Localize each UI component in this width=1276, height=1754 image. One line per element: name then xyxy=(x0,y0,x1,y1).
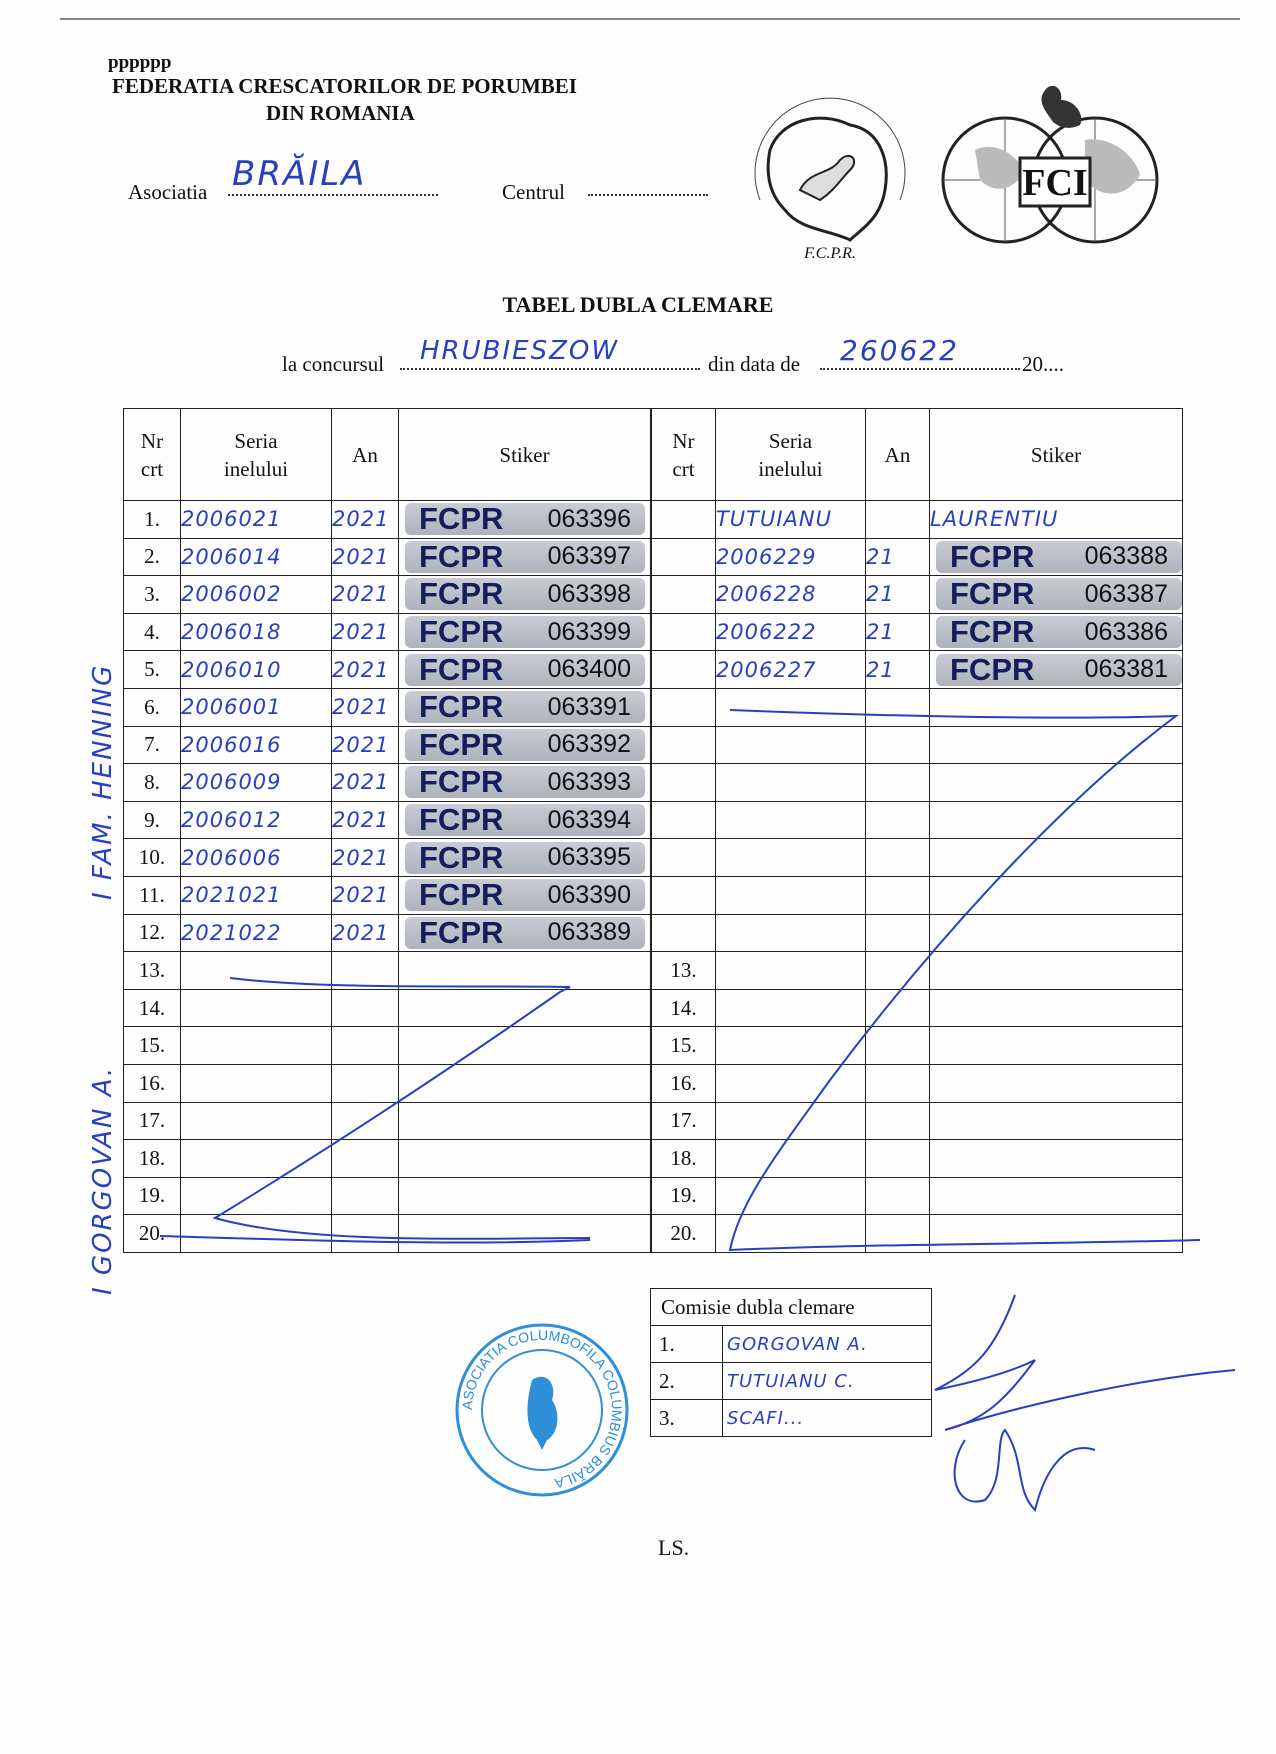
ring-year xyxy=(865,914,929,952)
row-number: 6. xyxy=(124,688,181,726)
header-seria: Seria inelului xyxy=(181,409,332,501)
ring-series xyxy=(715,688,865,726)
sticker-cell xyxy=(399,952,651,990)
table-row xyxy=(652,651,1183,689)
ring-series: 2021021 xyxy=(181,876,332,914)
ring-year xyxy=(865,764,929,802)
sticker-number: 063387 xyxy=(1084,579,1168,608)
ring-year xyxy=(865,952,929,990)
sticker-number: 063386 xyxy=(1084,617,1168,646)
sticker-cell xyxy=(399,1215,651,1253)
asociatia-value: BRĂILA xyxy=(232,154,367,194)
ring-year xyxy=(332,1177,399,1215)
table-row xyxy=(124,538,651,576)
margin-note-bottom: I GORGOVAN A. xyxy=(88,1065,118,1295)
sticker-label xyxy=(405,804,645,836)
ring-series: 2006001 xyxy=(181,688,332,726)
ring-series: 2006018 xyxy=(181,613,332,651)
row-number: 1. xyxy=(124,501,181,539)
signature-scribbles xyxy=(925,1290,1255,1520)
top-edge-line xyxy=(60,18,1240,20)
sticker-label xyxy=(405,616,645,648)
fci-logo xyxy=(935,80,1175,250)
ring-year xyxy=(865,501,929,539)
row-number: 14. xyxy=(124,989,181,1027)
row-number: 18. xyxy=(652,1140,716,1178)
sticker-cell xyxy=(399,1140,651,1178)
concurs-dots xyxy=(400,368,700,370)
sticker-number: 063390 xyxy=(547,880,631,909)
sticker-cell xyxy=(399,1102,651,1140)
sticker-cell xyxy=(930,801,1183,839)
table-row xyxy=(652,989,1183,1027)
ring-series: 2006228 xyxy=(715,576,865,614)
ring-year: 2021 xyxy=(332,688,399,726)
sticker-number: 063388 xyxy=(1084,542,1168,571)
row-number xyxy=(652,613,716,651)
sticker-brand: FCPR xyxy=(419,614,504,650)
commission-nr: 3. xyxy=(651,1400,723,1437)
sticker-cell xyxy=(399,576,651,614)
date-dots xyxy=(820,368,1020,370)
ring-year xyxy=(865,1215,929,1253)
sticker-cell xyxy=(930,688,1183,726)
table-row xyxy=(124,952,651,990)
table-row xyxy=(652,538,1183,576)
ring-year xyxy=(332,1027,399,1065)
table-row xyxy=(652,801,1183,839)
ring-series xyxy=(715,914,865,952)
ring-year xyxy=(865,1027,929,1065)
sticker-cell xyxy=(930,576,1183,614)
sticker-number: 063391 xyxy=(547,692,631,721)
sticker-cell xyxy=(399,914,651,952)
sticker-brand: FCPR xyxy=(419,576,504,612)
table-row xyxy=(124,651,651,689)
sticker-cell xyxy=(399,1177,651,1215)
ring-year: 2021 xyxy=(332,576,399,614)
ring-series xyxy=(715,1140,865,1178)
ring-year xyxy=(332,989,399,1027)
sticker-cell xyxy=(930,726,1183,764)
ring-year: 21 xyxy=(865,538,929,576)
ring-series xyxy=(181,1177,332,1215)
ring-series: 2006009 xyxy=(181,764,332,802)
table-row xyxy=(652,501,1183,539)
ring-series xyxy=(715,726,865,764)
asociatia-label: Asociatia xyxy=(128,180,208,204)
table-row xyxy=(652,1027,1183,1065)
sticker-cell xyxy=(399,688,651,726)
table-row xyxy=(124,1064,651,1102)
row-number: 2. xyxy=(124,538,181,576)
table-row xyxy=(124,576,651,614)
sticker-cell xyxy=(930,764,1183,802)
ring-year: 21 xyxy=(865,613,929,651)
ring-year: 2021 xyxy=(332,876,399,914)
sticker-number: 063389 xyxy=(547,918,631,947)
ring-series xyxy=(715,1215,865,1253)
table-row xyxy=(652,1064,1183,1102)
sticker-brand: FCPR xyxy=(419,802,504,838)
ring-series xyxy=(715,1064,865,1102)
ring-series: 2006021 xyxy=(181,501,332,539)
row-number: 13. xyxy=(124,952,181,990)
ring-series xyxy=(181,1215,332,1253)
ring-series: 2006222 xyxy=(715,613,865,651)
row-number: 7. xyxy=(124,726,181,764)
right-table xyxy=(651,408,1183,1253)
sticker-brand: FCPR xyxy=(419,501,504,537)
sticker-brand: FCPR xyxy=(950,614,1035,650)
sticker-number: 063392 xyxy=(547,730,631,759)
ring-year: 2021 xyxy=(332,839,399,877)
fcpr-logo-abbr: F.C.P.R. xyxy=(804,245,856,262)
sticker-cell xyxy=(399,1027,651,1065)
row-number: 10. xyxy=(124,839,181,877)
sticker-number: 063394 xyxy=(547,805,631,834)
table-row xyxy=(652,726,1183,764)
sticker-cell xyxy=(399,839,651,877)
la-concursul-label: la concursul xyxy=(282,352,385,376)
table-row xyxy=(652,1102,1183,1140)
row-number: 9. xyxy=(124,801,181,839)
ring-series: 2021022 xyxy=(181,914,332,952)
sticker-cell xyxy=(930,613,1183,651)
sticker-cell xyxy=(399,501,651,539)
commission-title: Comisie dubla clemare xyxy=(651,1289,932,1326)
row-number xyxy=(652,914,716,952)
commission-nr: 2. xyxy=(651,1363,723,1400)
year-prefix: 20.... xyxy=(1022,352,1064,376)
table-row xyxy=(124,839,651,877)
sticker-cell xyxy=(399,538,651,576)
ring-series xyxy=(715,876,865,914)
table-row xyxy=(652,576,1183,614)
commission-row xyxy=(651,1326,932,1363)
sticker-cell xyxy=(399,613,651,651)
ring-year xyxy=(332,1102,399,1140)
header-code: pppppp xyxy=(108,52,172,73)
federation-line1: FEDERATIA CRESCATORILOR DE PORUMBEI xyxy=(112,74,577,98)
sticker-number: 063381 xyxy=(1084,655,1168,684)
table-row xyxy=(124,726,651,764)
ring-series xyxy=(181,989,332,1027)
asociatia-dots xyxy=(228,194,438,196)
sticker-brand: FCPR xyxy=(419,764,504,800)
sticker-cell xyxy=(930,952,1183,990)
header-nr: Nr crt xyxy=(652,409,716,501)
table-row xyxy=(124,801,651,839)
ring-year xyxy=(865,839,929,877)
table-row xyxy=(124,876,651,914)
row-number xyxy=(652,876,716,914)
sticker-cell xyxy=(930,1064,1183,1102)
ring-series: 2006227 xyxy=(715,651,865,689)
table-row xyxy=(652,1140,1183,1178)
row-number: 20. xyxy=(124,1215,181,1253)
sticker-label xyxy=(936,651,1182,687)
sticker-cell xyxy=(930,1140,1183,1178)
ring-year xyxy=(865,1177,929,1215)
row-number xyxy=(652,764,716,802)
sticker-cell xyxy=(930,1215,1183,1253)
table-row xyxy=(652,952,1183,990)
sticker-number: 063395 xyxy=(547,843,631,872)
header-an: An xyxy=(332,409,399,501)
ring-year xyxy=(865,876,929,914)
sticker-number: 063397 xyxy=(547,542,631,571)
sticker-brand: FCPR xyxy=(950,538,1035,574)
row-number xyxy=(652,801,716,839)
row-number: 4. xyxy=(124,613,181,651)
ring-series: 2006014 xyxy=(181,538,332,576)
ring-series: 2006010 xyxy=(181,651,332,689)
ring-year xyxy=(332,1064,399,1102)
row-number: 13. xyxy=(652,952,716,990)
row-number xyxy=(652,501,716,539)
margin-note-top: I FAM. HENNING xyxy=(88,663,118,900)
sticker-cell xyxy=(930,1177,1183,1215)
sticker-cell xyxy=(399,726,651,764)
centrul-dots xyxy=(588,194,708,196)
sticker-cell xyxy=(399,989,651,1027)
sticker-cell xyxy=(930,839,1183,877)
ring-year: 2021 xyxy=(332,651,399,689)
footer-ls: LS. xyxy=(658,1535,690,1560)
row-number xyxy=(652,839,716,877)
header-nr: Nr crt xyxy=(124,409,181,501)
row-number xyxy=(652,726,716,764)
sticker-cell xyxy=(930,1102,1183,1140)
ring-year: 2021 xyxy=(332,914,399,952)
sticker-label xyxy=(936,616,1182,648)
sticker-label xyxy=(405,879,645,911)
date-value: 260622 xyxy=(840,334,959,367)
table-row xyxy=(652,1215,1183,1253)
ring-year: 2021 xyxy=(332,764,399,802)
ring-year: 2021 xyxy=(332,538,399,576)
table-row xyxy=(652,876,1183,914)
table-row xyxy=(124,1140,651,1178)
sticker-brand: FCPR xyxy=(419,538,504,574)
sticker-label xyxy=(936,538,1182,574)
table-row xyxy=(652,764,1183,802)
ring-year xyxy=(865,1102,929,1140)
sticker-number: 063396 xyxy=(547,504,631,533)
ring-series xyxy=(181,1064,332,1102)
ring-year: 2021 xyxy=(332,501,399,539)
association-stamp xyxy=(452,1320,632,1500)
ring-series xyxy=(181,1027,332,1065)
header-stiker: Stiker xyxy=(399,409,651,501)
row-number: 20. xyxy=(652,1215,716,1253)
row-number: 16. xyxy=(124,1064,181,1102)
ring-series xyxy=(715,989,865,1027)
sticker-label xyxy=(405,766,645,798)
ring-series xyxy=(181,952,332,990)
row-number: 17. xyxy=(124,1102,181,1140)
sticker-cell xyxy=(930,1027,1183,1065)
ring-year xyxy=(865,801,929,839)
row-number: 11. xyxy=(124,876,181,914)
ring-year: 21 xyxy=(865,651,929,689)
row-number: 3. xyxy=(124,576,181,614)
sticker-brand: FCPR xyxy=(419,914,504,950)
sticker-cell xyxy=(399,764,651,802)
sticker-cell: LAURENTIU xyxy=(930,501,1183,539)
table-row xyxy=(124,1027,651,1065)
row-number: 17. xyxy=(652,1102,716,1140)
concurs-value: HRUBIESZOW xyxy=(420,336,620,366)
sticker-brand: FCPR xyxy=(419,689,504,725)
sticker-label xyxy=(405,578,645,610)
ring-year xyxy=(865,688,929,726)
ring-year xyxy=(865,1064,929,1102)
row-number: 5. xyxy=(124,651,181,689)
table-row xyxy=(124,764,651,802)
sticker-cell xyxy=(399,801,651,839)
sticker-number: 063393 xyxy=(547,767,631,796)
sticker-brand: FCPR xyxy=(419,726,504,762)
ring-series xyxy=(715,1177,865,1215)
table-row xyxy=(124,688,651,726)
ring-year: 2021 xyxy=(332,613,399,651)
ring-series: 2006229 xyxy=(715,538,865,576)
ring-series: 2006016 xyxy=(181,726,332,764)
ring-year xyxy=(332,1140,399,1178)
sticker-cell xyxy=(930,538,1183,576)
sticker-cell xyxy=(399,1064,651,1102)
ring-year xyxy=(865,1140,929,1178)
sticker-cell xyxy=(930,914,1183,952)
commission-member: GORGOVAN A. xyxy=(723,1326,932,1363)
ring-series xyxy=(715,1027,865,1065)
ring-year xyxy=(865,726,929,764)
ring-series xyxy=(715,952,865,990)
sticker-label xyxy=(405,914,645,950)
row-number: 15. xyxy=(124,1027,181,1065)
commission-row xyxy=(651,1400,932,1437)
sticker-brand: FCPR xyxy=(419,651,504,687)
table-row xyxy=(652,839,1183,877)
ring-series xyxy=(715,1102,865,1140)
ring-year: 2021 xyxy=(332,726,399,764)
table-row xyxy=(124,989,651,1027)
commission-member: TUTUIANU C. xyxy=(723,1363,932,1400)
ring-series: TUTUIANU xyxy=(715,501,865,539)
sticker-label xyxy=(936,578,1182,610)
stamp-text: ASOCIATIA COLUMBOFILA COLUMBIUS BRĂILA xyxy=(458,1326,626,1492)
ring-series xyxy=(715,764,865,802)
sticker-label xyxy=(405,538,645,574)
sticker-label xyxy=(405,503,645,535)
ring-series xyxy=(181,1140,332,1178)
header-stiker: Stiker xyxy=(930,409,1183,501)
sticker-label xyxy=(405,839,645,875)
row-number xyxy=(652,538,716,576)
sticker-cell xyxy=(930,876,1183,914)
table-row xyxy=(124,501,651,539)
table-row xyxy=(124,1177,651,1215)
sticker-brand: FCPR xyxy=(419,877,504,913)
sticker-brand: FCPR xyxy=(419,839,504,875)
centrul-label: Centrul xyxy=(502,180,565,204)
sticker-cell xyxy=(930,989,1183,1027)
commission-nr: 1. xyxy=(651,1326,723,1363)
sticker-label xyxy=(405,691,645,723)
din-data-label: din data de xyxy=(708,352,801,376)
sticker-label xyxy=(405,726,645,762)
sticker-label xyxy=(405,651,645,687)
row-number: 12. xyxy=(124,914,181,952)
commission-member: SCAFI... xyxy=(723,1400,932,1437)
ring-year: 21 xyxy=(865,576,929,614)
ring-year xyxy=(332,952,399,990)
row-number xyxy=(652,651,716,689)
sticker-number: 063398 xyxy=(547,579,631,608)
row-number: 15. xyxy=(652,1027,716,1065)
row-number: 16. xyxy=(652,1064,716,1102)
ring-year xyxy=(865,989,929,1027)
ring-series xyxy=(181,1102,332,1140)
ring-series: 2006012 xyxy=(181,801,332,839)
ring-series: 2006002 xyxy=(181,576,332,614)
row-number: 8. xyxy=(124,764,181,802)
sticker-cell xyxy=(399,876,651,914)
table-row xyxy=(124,613,651,651)
federation-line2: DIN ROMANIA xyxy=(266,101,415,125)
ring-series: 2006006 xyxy=(181,839,332,877)
sticker-cell xyxy=(930,651,1183,689)
row-number: 19. xyxy=(652,1177,716,1215)
sticker-number: 063400 xyxy=(547,655,631,684)
ring-series xyxy=(715,801,865,839)
row-number xyxy=(652,688,716,726)
row-number: 19. xyxy=(124,1177,181,1215)
table-row xyxy=(124,914,651,952)
ring-year: 2021 xyxy=(332,801,399,839)
fcpr-logo xyxy=(740,80,920,270)
table-row xyxy=(652,914,1183,952)
table-row xyxy=(652,688,1183,726)
sticker-brand: FCPR xyxy=(950,576,1035,612)
page-title: TABEL DUBLA CLEMARE xyxy=(502,292,774,317)
header-seria: Seria inelului xyxy=(715,409,865,501)
table-row xyxy=(124,1215,651,1253)
commission-table xyxy=(650,1288,932,1437)
header-an: An xyxy=(865,409,929,501)
table-row xyxy=(652,613,1183,651)
table-row xyxy=(652,1177,1183,1215)
commission-row xyxy=(651,1363,932,1400)
sticker-brand: FCPR xyxy=(950,651,1035,687)
sticker-number: 063399 xyxy=(547,617,631,646)
row-number: 18. xyxy=(124,1140,181,1178)
fci-logo-text: FCI xyxy=(1022,162,1088,204)
sticker-cell xyxy=(399,651,651,689)
row-number: 14. xyxy=(652,989,716,1027)
table-row xyxy=(124,1102,651,1140)
left-table xyxy=(123,408,651,1253)
row-number xyxy=(652,576,716,614)
ring-year xyxy=(332,1215,399,1253)
ring-series xyxy=(715,839,865,877)
